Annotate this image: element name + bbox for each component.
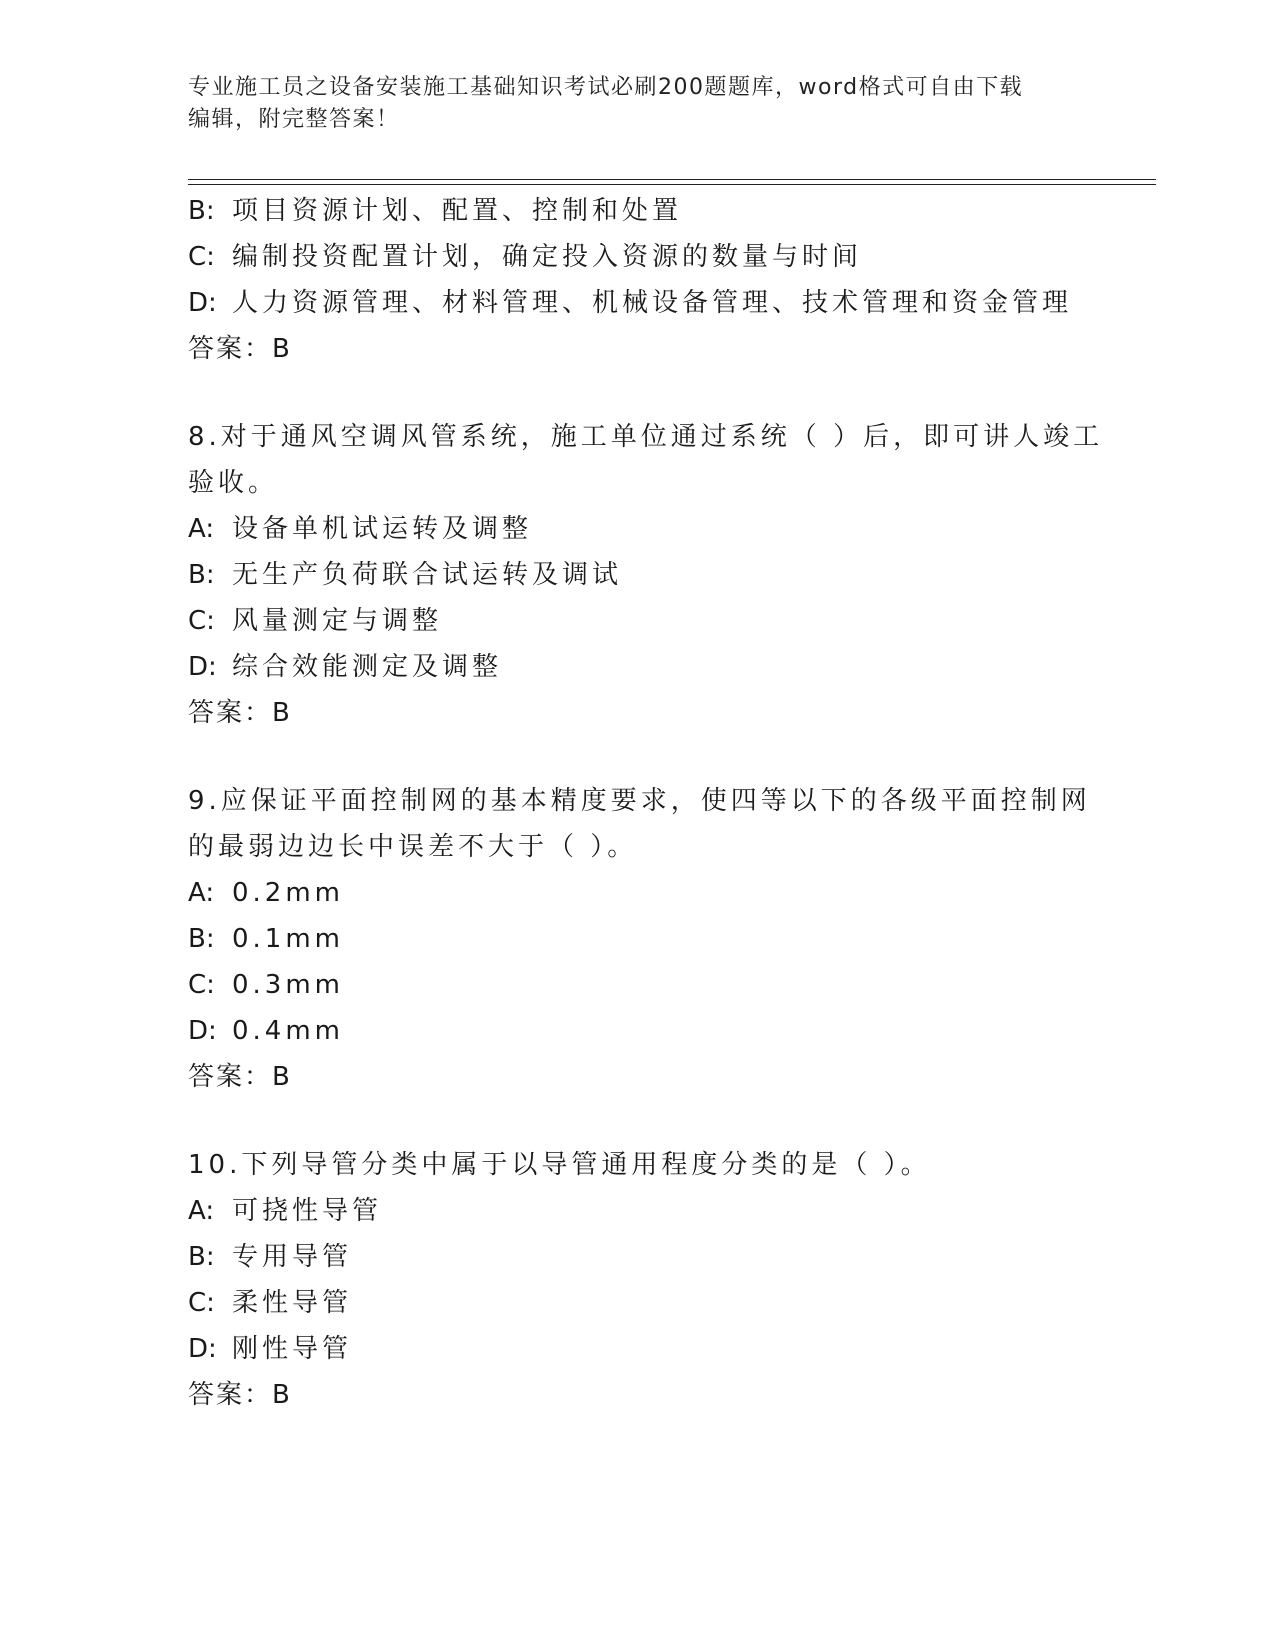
question-9 — [188, 778, 1091, 1100]
header-title-line1: 专业施工员之设备安装施工基础知识考试必刷200题题库，word格式可自由下载 — [188, 75, 1024, 100]
option-d: D: 综合效能测定及调整 — [188, 652, 503, 682]
option-a: A: 可挠性导管 — [188, 1196, 383, 1226]
question-text-cont: 验收。 — [188, 468, 279, 498]
option-c: C: 0.3mm — [188, 970, 345, 1000]
option-c: C: 柔性导管 — [188, 1288, 353, 1318]
option-c: C: 风量测定与调整 — [188, 606, 443, 636]
document-body — [188, 188, 1104, 1418]
option-b: B: 专用导管 — [188, 1242, 353, 1272]
question-8 — [188, 414, 1104, 736]
option-d: D: 0.4mm — [188, 1016, 345, 1046]
answer: 答案：B — [188, 1380, 292, 1410]
option-d: D: 刚性导管 — [188, 1334, 353, 1364]
answer: 答案：B — [188, 698, 292, 728]
option-b: B: 无生产负荷联合试运转及调试 — [188, 560, 623, 590]
continued-question — [188, 188, 1088, 372]
question-text: 8.对于通风空调风管系统，施工单位通过系统（ ）后，即可讲人竣工 — [188, 422, 1104, 452]
document-header — [188, 72, 1088, 136]
header-rule-bottom — [188, 184, 1156, 185]
option-c: C: 编制投资配置计划，确定投入资源的数量与时间 — [188, 242, 863, 272]
option-b: B: 0.1mm — [188, 924, 345, 954]
option-a: A: 设备单机试运转及调整 — [188, 514, 533, 544]
question-10 — [188, 1142, 1088, 1418]
answer: 答案：B — [188, 1062, 292, 1092]
header-title-line2: 编辑，附完整答案！ — [188, 107, 400, 132]
header-rule-top — [188, 179, 1156, 180]
answer: 答案：B — [188, 334, 292, 364]
option-a: A: 0.2mm — [188, 878, 345, 908]
question-text: 10.下列导管分类中属于以导管通用程度分类的是（ ）。 — [188, 1150, 931, 1180]
question-text: 9.应保证平面控制网的基本精度要求，使四等以下的各级平面控制网 — [188, 786, 1091, 816]
option-b: B: 项目资源计划、配置、控制和处置 — [188, 196, 683, 226]
question-text-cont: 的最弱边边长中误差不大于（ ）。 — [188, 832, 638, 862]
option-d: D: 人力资源管理、材料管理、机械设备管理、技术管理和资金管理 — [188, 288, 1073, 318]
